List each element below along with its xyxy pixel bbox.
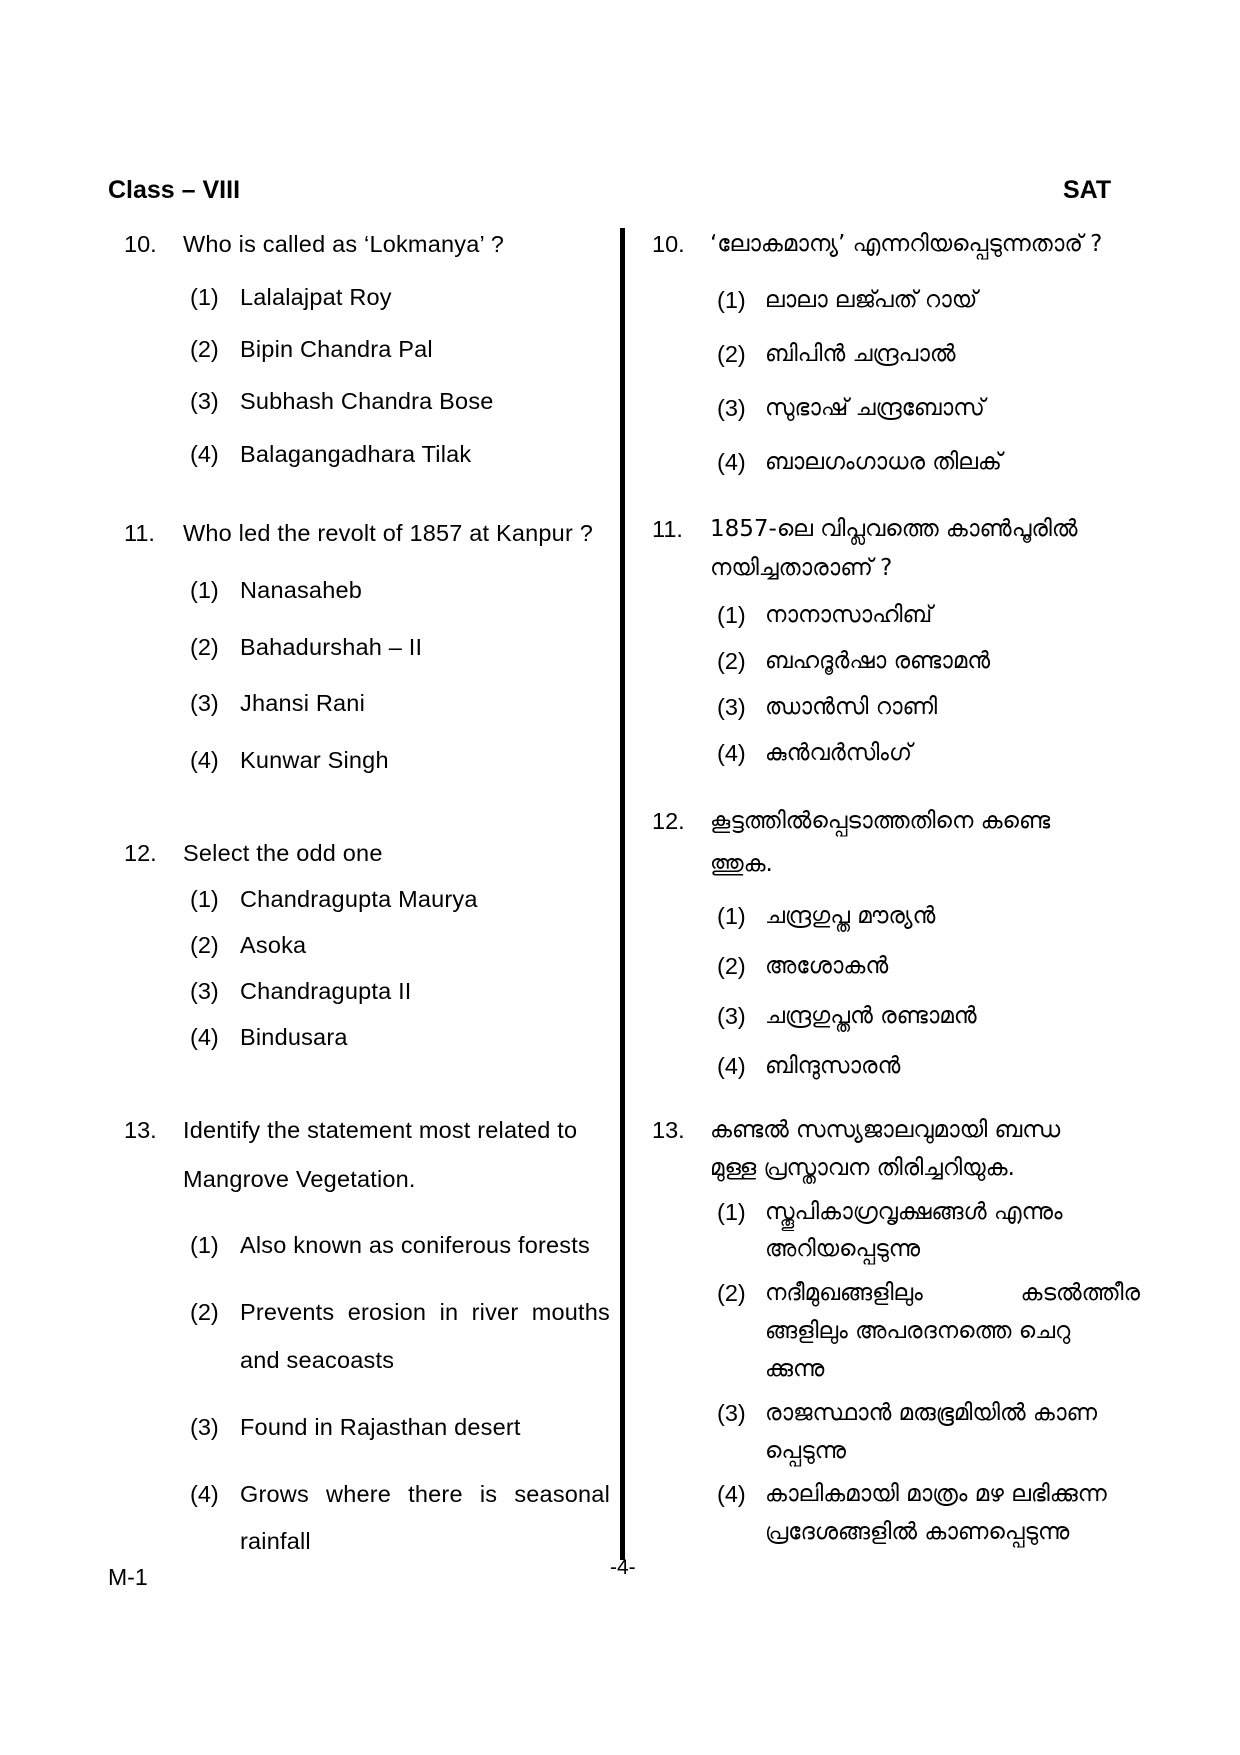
option-number: (1): [190, 1232, 219, 1258]
option-text: ബിപിൻ ചന്ദ്രപാൽ: [765, 341, 956, 367]
option-text: Subhash Chandra Bose: [240, 388, 494, 414]
option-number: (1): [190, 284, 219, 310]
option-number: (2): [190, 1299, 219, 1325]
option-text: അശോകൻ: [765, 953, 889, 979]
option-text: Bipin Chandra Pal: [240, 336, 433, 362]
question-number: 10.: [124, 231, 157, 257]
option-text-continued: പ്രദേശങ്ങളിൽ കാണപ്പെടുന്നു: [765, 1519, 1070, 1545]
column-divider: [620, 228, 625, 1560]
exam-title: SAT: [1063, 176, 1112, 204]
question-number: 11.: [652, 516, 683, 542]
option-number: (3): [190, 1414, 219, 1440]
page-number: -4-: [610, 1556, 636, 1579]
option-text: Also known as coniferous forests: [240, 1232, 590, 1258]
question-number: 10.: [652, 231, 685, 257]
option-text: Found in Rajasthan desert: [240, 1414, 521, 1440]
option-number: (2): [717, 1280, 746, 1306]
option-text: ബഹദൂർഷാ രണ്ടാമൻ: [765, 648, 991, 674]
option-text: Chandragupta Maurya: [240, 886, 478, 912]
option-text: രാജസ്ഥാൻ മരുഭൂമിയിൽ കാണ: [765, 1400, 1097, 1426]
option-number: (4): [190, 747, 219, 773]
question-text: ‘ലോകമാന്യ’ എന്നറിയപ്പെടുന്നതാര് ?: [710, 231, 1103, 257]
option-number: (1): [190, 577, 219, 603]
option-number: (1): [717, 602, 746, 628]
option-number: (4): [717, 1053, 746, 1079]
option-text: Prevents erosion in river mouths: [240, 1299, 610, 1325]
option-number: (4): [717, 449, 746, 475]
option-number: (2): [717, 341, 746, 367]
option-number: (3): [190, 978, 219, 1004]
question-number: 13.: [124, 1117, 157, 1143]
option-text: കുൻവർസിംഗ്: [765, 740, 912, 766]
question-number: 12.: [652, 808, 685, 834]
option-text: ഝാൻസി റാണി: [765, 694, 938, 720]
option-number: (2): [717, 648, 746, 674]
option-number: (2): [190, 336, 219, 362]
question-text-continued: ത്തുക.: [710, 851, 773, 877]
option-text: Asoka: [240, 932, 307, 958]
option-text: സുഭാഷ് ചന്ദ്രബോസ്: [765, 395, 985, 421]
question-text: കൂട്ടത്തിൽപ്പെടാത്തതിനെ കണ്ടെ: [710, 808, 1051, 834]
option-number: (1): [190, 886, 219, 912]
option-number: (2): [717, 953, 746, 979]
option-number: (1): [717, 1199, 746, 1225]
option-number: (3): [717, 395, 746, 421]
option-number: (2): [190, 932, 219, 958]
question-text: കണ്ടൽ സസ്യജാലവുമായി ബന്ധ: [710, 1117, 1061, 1143]
option-text-continued: ക്കുന്നു: [765, 1356, 825, 1382]
option-text-continued: അറിയപ്പെടുന്നു: [765, 1236, 921, 1262]
option-number: (3): [717, 1400, 746, 1426]
option-number: (1): [717, 903, 746, 929]
question-text: Select the odd one: [183, 840, 383, 866]
option-number: (3): [190, 388, 219, 414]
option-text: ബാലഗംഗാധര തിലക്: [765, 449, 1002, 475]
option-text: നദീമുഖങ്ങളിലും കടൽത്തീര: [765, 1280, 1140, 1306]
question-number: 13.: [652, 1117, 685, 1143]
option-text: നാനാസാഹിബ്: [765, 602, 933, 628]
option-number: (4): [717, 740, 746, 766]
footer-code: M-1: [108, 1564, 148, 1590]
option-text: Nanasaheb: [240, 577, 363, 603]
option-text-continued: and seacoasts: [240, 1347, 395, 1373]
option-text: ചന്ദ്രഗുപ്തൻ രണ്ടാമൻ: [765, 1003, 977, 1029]
option-text: സ്തൂപികാഗ്രവൃക്ഷങ്ങൾ എന്നും: [765, 1199, 1063, 1225]
question-text: Who led the revolt of 1857 at Kanpur ?: [183, 520, 593, 546]
question-text-continued: നയിച്ചതാരാണ് ?: [710, 555, 893, 581]
question-text: Who is called as ‘Lokmanya’ ?: [183, 231, 505, 257]
option-number: (3): [190, 690, 219, 716]
option-text: Jhansi Rani: [240, 690, 365, 716]
option-text: ചന്ദ്രഗുപ്ത മൗര്യൻ: [765, 903, 936, 929]
option-text: Chandragupta II: [240, 978, 412, 1004]
option-number: (4): [190, 1481, 219, 1507]
option-number: (1): [717, 287, 746, 313]
option-text: Grows where there is seasonal: [240, 1481, 610, 1507]
option-text: Lalalajpat Roy: [240, 284, 392, 310]
question-text: 1857-ലെ വിപ്ലവത്തെ കാൺപൂരിൽ: [710, 516, 1078, 542]
option-number: (3): [717, 1003, 746, 1029]
option-number: (3): [717, 694, 746, 720]
question-text: Identify the statement most related to: [183, 1117, 578, 1143]
option-number: (2): [190, 634, 219, 660]
question-number: 11.: [124, 520, 155, 546]
class-header: Class – VIII: [108, 176, 241, 204]
question-number: 12.: [124, 840, 157, 866]
option-text: ലാലാ ലജ്പത് റായ്: [765, 287, 978, 313]
option-text-continued: rainfall: [240, 1528, 311, 1554]
option-text: Balagangadhara Tilak: [240, 441, 472, 467]
option-number: (4): [190, 441, 219, 467]
option-text-continued: പ്പെടുന്നു: [765, 1438, 846, 1464]
option-text: കാലികമായി മാത്രം മഴ ലഭിക്കുന്ന: [765, 1481, 1107, 1507]
option-text-continued: ങ്ങളിലും അപരദനത്തെ ചെറു: [765, 1318, 1071, 1344]
question-text-continued: Mangrove Vegetation.: [183, 1166, 416, 1192]
option-text: Bahadurshah – II: [240, 634, 423, 660]
option-text: Kunwar Singh: [240, 747, 389, 773]
option-text: Bindusara: [240, 1024, 348, 1050]
option-number: (4): [190, 1024, 219, 1050]
option-number: (4): [717, 1481, 746, 1507]
option-text: ബിന്ദുസാരൻ: [765, 1053, 901, 1079]
question-text-continued: മുള്ള പ്രസ്താവന തിരിച്ചറിയുക.: [710, 1155, 1015, 1181]
